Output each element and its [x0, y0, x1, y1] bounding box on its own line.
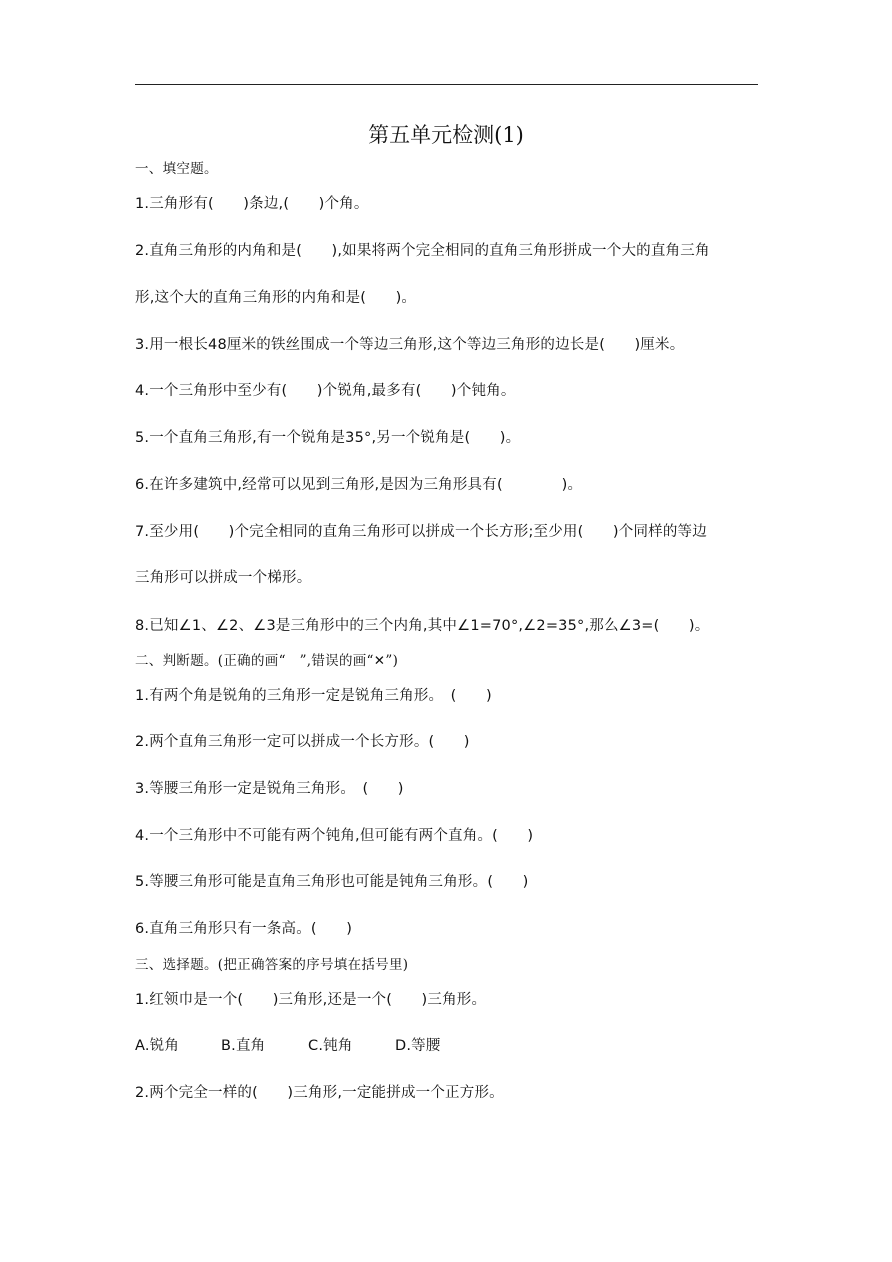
question-3-1: 1.红领巾是一个( )三角形,还是一个( )三角形。: [135, 992, 487, 1008]
question-2-6: 6.直角三角形只有一条高。( ): [135, 921, 353, 937]
question-1-7: 7.至少用( )个完全相同的直角三角形可以拼成一个长方形;至少用( )个同样的等边: [135, 524, 707, 540]
option-b: B.直角: [221, 1038, 266, 1054]
question-2-2: 2.两个直角三角形一定可以拼成一个长方形。( ): [135, 734, 470, 750]
question-1-3: 3.用一根长48厘米的铁丝围成一个等边三角形,这个等边三角形的边长是( )厘米。: [135, 337, 685, 353]
question-1-6: 6.在许多建筑中,经常可以见到三角形,是因为三角形具有( )。: [135, 477, 583, 493]
question-1-7-continued: 三角形可以拼成一个梯形。: [135, 570, 312, 586]
question-2-5: 5.等腰三角形可能是直角三角形也可能是钝角三角形。( ): [135, 874, 529, 890]
question-2-1: 1.有两个角是锐角的三角形一定是锐角三角形。 ( ): [135, 688, 492, 704]
question-1-5: 5.一个直角三角形,有一个锐角是35°,另一个锐角是( )。: [135, 430, 521, 446]
section-heading-true-false: 二、判断题。(正确的画“ ”,错误的画“✕”): [135, 653, 399, 669]
section-heading-multiple-choice: 三、选择题。(把正确答案的序号填在括号里): [135, 957, 409, 973]
page-title: 第五单元检测(1): [368, 123, 524, 147]
question-1-8: 8.已知∠1、∠2、∠3是三角形中的三个内角,其中∠1=70°,∠2=35°,那么∠3=( )。: [135, 618, 710, 634]
question-2-4: 4.一个三角形中不可能有两个钝角,但可能有两个直角。( ): [135, 828, 534, 844]
header-rule: [135, 84, 758, 85]
question-1-2-continued: 形,这个大的直角三角形的内角和是( )。: [135, 290, 417, 306]
option-d: D.等腰: [395, 1038, 441, 1054]
option-a: A.锐角: [135, 1038, 180, 1054]
option-c: C.钝角: [308, 1038, 353, 1054]
question-2-3: 3.等腰三角形一定是锐角三角形。 ( ): [135, 781, 404, 797]
section-heading-fill-in: 一、填空题。: [135, 161, 218, 177]
question-1-2: 2.直角三角形的内角和是( ),如果将两个完全相同的直角三角形拼成一个大的直角三角: [135, 243, 710, 259]
question-3-2: 2.两个完全一样的( )三角形,一定能拼成一个正方形。: [135, 1085, 504, 1101]
question-1-4: 4.一个三角形中至少有( )个锐角,最多有( )个钝角。: [135, 383, 516, 399]
question-1-1: 1.三角形有( )条边,( )个角。: [135, 196, 369, 212]
